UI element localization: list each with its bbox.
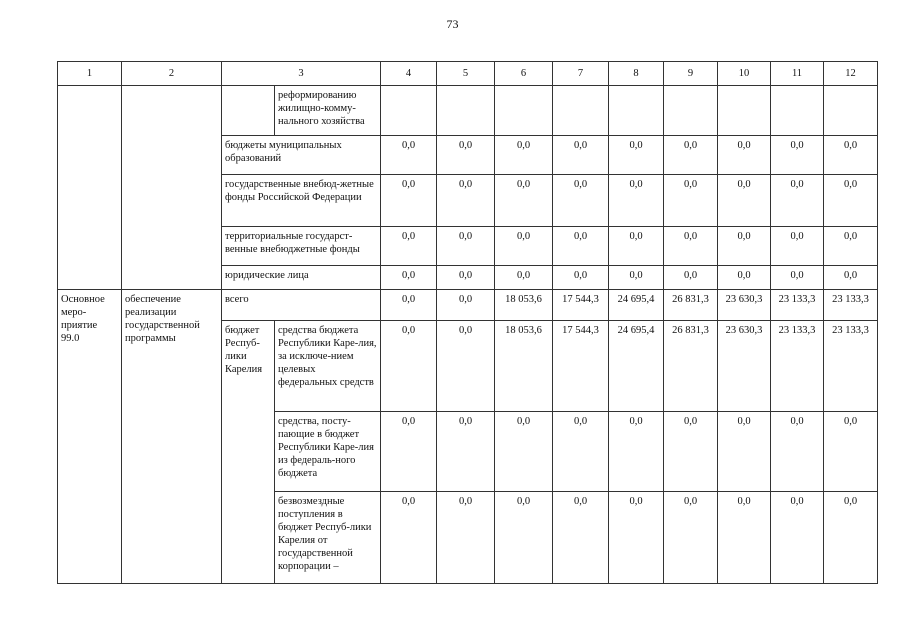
value-cell: [824, 86, 878, 136]
value-cell: 0,0: [771, 227, 824, 266]
header-cell: 8: [609, 62, 664, 86]
source-cell: территориальные государст-венные внебюджетные фонды: [222, 227, 381, 266]
value-cell: 0,0: [609, 266, 664, 290]
value-cell: [437, 86, 495, 136]
value-cell: 23 630,3: [718, 290, 771, 321]
value-cell: [553, 86, 609, 136]
value-cell: 0,0: [718, 266, 771, 290]
value-cell: [718, 86, 771, 136]
value-cell: 0,0: [381, 290, 437, 321]
value-cell: 0,0: [381, 175, 437, 227]
value-cell: 0,0: [553, 492, 609, 584]
value-cell: 0,0: [609, 412, 664, 492]
header-cell: 9: [664, 62, 718, 86]
value-cell: 0,0: [718, 412, 771, 492]
source-cell: средства, посту-пающие в бюджет Республики Каре-лия из федераль-ного бюджета: [275, 412, 381, 492]
value-cell: [495, 86, 553, 136]
value-cell: [771, 86, 824, 136]
activity-name: Основное меро-приятие 99.0: [58, 290, 122, 584]
value-cell: 0,0: [664, 412, 718, 492]
value-cell: 0,0: [437, 266, 495, 290]
value-cell: 26 831,3: [664, 321, 718, 412]
value-cell: 0,0: [495, 492, 553, 584]
header-cell: 3: [222, 62, 381, 86]
value-cell: 0,0: [437, 175, 495, 227]
value-cell: 0,0: [495, 412, 553, 492]
value-cell: 0,0: [824, 492, 878, 584]
value-cell: 0,0: [771, 492, 824, 584]
value-cell: 0,0: [381, 412, 437, 492]
value-cell: [381, 86, 437, 136]
source-cell: государственные внебюд-жетные фонды Российской Федерации: [222, 175, 381, 227]
value-cell: 0,0: [437, 136, 495, 175]
value-cell: 23 630,3: [718, 321, 771, 412]
value-cell: 24 695,4: [609, 321, 664, 412]
empty-cell: [122, 86, 222, 290]
page-number: 73: [446, 17, 459, 31]
value-cell: 0,0: [718, 136, 771, 175]
value-cell: 0,0: [609, 175, 664, 227]
source-cell: безвозмездные поступления в бюджет Респуб-лики Карелия от государственной корпорации –: [275, 492, 381, 584]
value-cell: 0,0: [824, 412, 878, 492]
source-cell: юридические лица: [222, 266, 381, 290]
value-cell: 0,0: [664, 492, 718, 584]
source-cell: бюджеты муниципальных образований: [222, 136, 381, 175]
value-cell: 0,0: [437, 412, 495, 492]
value-cell: 23 133,3: [771, 290, 824, 321]
header-cell: 6: [495, 62, 553, 86]
value-cell: 0,0: [718, 492, 771, 584]
value-cell: 0,0: [824, 175, 878, 227]
value-cell: 0,0: [495, 266, 553, 290]
value-cell: 0,0: [609, 492, 664, 584]
value-cell: 0,0: [437, 227, 495, 266]
value-cell: 23 133,3: [824, 290, 878, 321]
header-cell: 7: [553, 62, 609, 86]
value-cell: 0,0: [553, 136, 609, 175]
value-cell: 18 053,6: [495, 321, 553, 412]
header-cell: 12: [824, 62, 878, 86]
source-cell: средства бюджета Республики Каре-лия, за исключе-нием целевых федеральных средств: [275, 321, 381, 412]
header-cell: 11: [771, 62, 824, 86]
value-cell: 0,0: [495, 175, 553, 227]
value-cell: 0,0: [553, 412, 609, 492]
value-cell: 0,0: [381, 266, 437, 290]
value-cell: 26 831,3: [664, 290, 718, 321]
value-cell: 0,0: [718, 175, 771, 227]
value-cell: 0,0: [718, 227, 771, 266]
total-label: всего: [222, 290, 381, 321]
source-cell: реформированию жилищно-комму-нального хозяйства: [275, 86, 381, 136]
value-cell: 0,0: [553, 175, 609, 227]
value-cell: 0,0: [437, 492, 495, 584]
value-cell: 18 053,6: [495, 290, 553, 321]
value-cell: 23 133,3: [771, 321, 824, 412]
value-cell: 0,0: [437, 321, 495, 412]
header-cell: 2: [122, 62, 222, 86]
value-cell: 0,0: [381, 321, 437, 412]
value-cell: 0,0: [771, 412, 824, 492]
empty-cell: [58, 86, 122, 290]
value-cell: 0,0: [664, 136, 718, 175]
value-cell: 0,0: [609, 227, 664, 266]
header-cell: 10: [718, 62, 771, 86]
value-cell: 0,0: [609, 136, 664, 175]
value-cell: 0,0: [771, 266, 824, 290]
value-cell: 0,0: [553, 227, 609, 266]
value-cell: 24 695,4: [609, 290, 664, 321]
header-cell: 5: [437, 62, 495, 86]
activity-goal: обеспечение реализации государственной программы: [122, 290, 222, 584]
header-cell: 4: [381, 62, 437, 86]
value-cell: 17 544,3: [553, 321, 609, 412]
value-cell: 0,0: [437, 290, 495, 321]
value-cell: [664, 86, 718, 136]
value-cell: 0,0: [824, 136, 878, 175]
header-row: [58, 62, 878, 86]
header-cell: 1: [58, 62, 122, 86]
value-cell: 0,0: [824, 227, 878, 266]
value-cell: 0,0: [381, 492, 437, 584]
budget-table: [57, 61, 878, 584]
value-cell: 23 133,3: [824, 321, 878, 412]
empty-cell: [222, 86, 275, 136]
value-cell: 0,0: [381, 227, 437, 266]
table-row: [58, 86, 878, 136]
value-cell: 0,0: [495, 136, 553, 175]
value-cell: 0,0: [664, 266, 718, 290]
value-cell: 0,0: [771, 136, 824, 175]
table-row: [58, 290, 878, 321]
value-cell: 0,0: [824, 266, 878, 290]
value-cell: 0,0: [495, 227, 553, 266]
value-cell: 17 544,3: [553, 290, 609, 321]
value-cell: 0,0: [771, 175, 824, 227]
budget-label: бюджет Респуб-лики Карелия: [222, 321, 275, 584]
value-cell: 0,0: [553, 266, 609, 290]
value-cell: 0,0: [664, 227, 718, 266]
value-cell: [609, 86, 664, 136]
value-cell: 0,0: [664, 175, 718, 227]
value-cell: 0,0: [381, 136, 437, 175]
